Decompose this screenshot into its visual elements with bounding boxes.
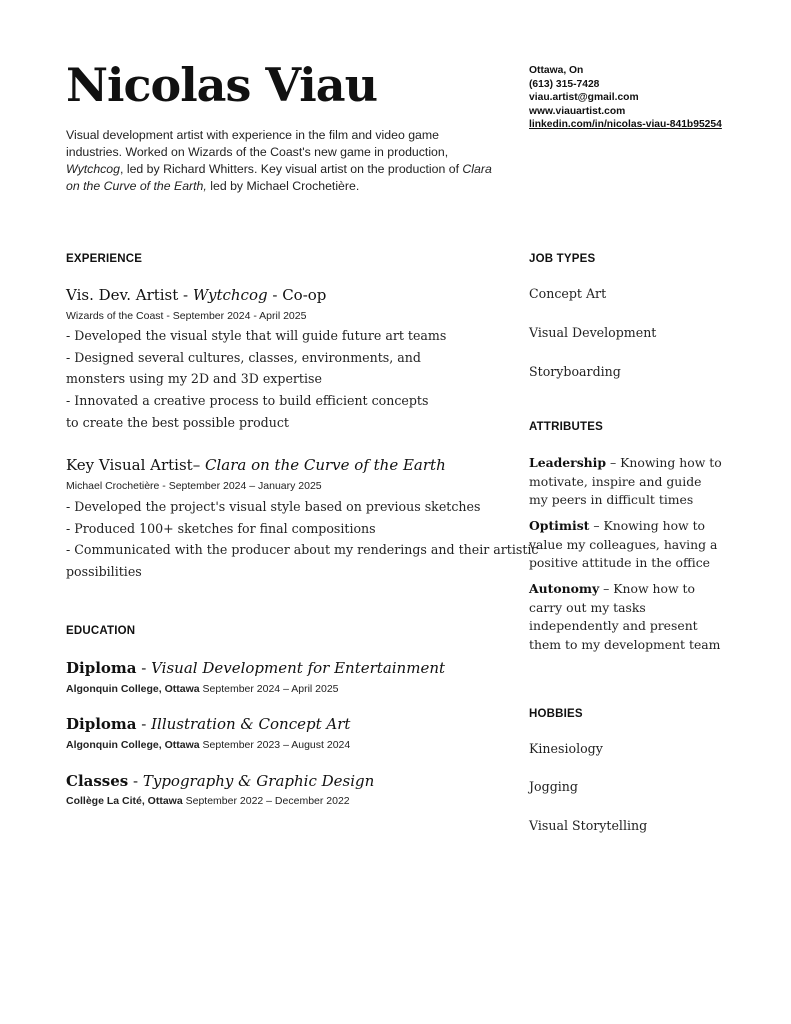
job-bullets bbox=[66, 496, 538, 583]
summary-paragraph bbox=[66, 127, 496, 195]
job-bullet-line: to create the best possible product bbox=[66, 414, 289, 430]
job-meta: Michael Crochetière - September 2024 – January 2025 bbox=[66, 480, 322, 492]
education-school: Algonquin College, Ottawa bbox=[66, 739, 200, 751]
job-bullets bbox=[66, 325, 446, 434]
attribute-name: Autonomy bbox=[529, 581, 600, 596]
contact-location: Ottawa, On bbox=[529, 65, 584, 76]
job-title bbox=[66, 286, 326, 304]
candidate-name: Nicolas Viau bbox=[66, 58, 378, 112]
contact-block bbox=[529, 64, 722, 132]
education-type: Diploma bbox=[66, 715, 137, 733]
summary-game-title: Wytchcog bbox=[66, 162, 120, 176]
education-type: Diploma bbox=[66, 659, 137, 677]
education-program: Visual Development for Entertainment bbox=[151, 659, 446, 677]
attribute-item bbox=[529, 517, 724, 573]
job-title-prefix: Vis. Dev. Artist - bbox=[66, 286, 193, 304]
job-bullet-line: possibilities bbox=[66, 564, 142, 580]
job-bullet-line: - Innovated a creative process to build efficient concepts bbox=[66, 393, 429, 409]
education-heading: EDUCATION bbox=[66, 625, 136, 637]
attribute-name: Optimist bbox=[529, 518, 590, 533]
contact-phone: (613) 315-7428 bbox=[529, 78, 600, 90]
education-separator: - bbox=[128, 772, 143, 790]
education-title bbox=[66, 715, 350, 733]
education-dates: September 2023 – August 2024 bbox=[199, 739, 351, 751]
education-meta bbox=[66, 795, 350, 807]
hobbies-heading: HOBBIES bbox=[529, 708, 583, 720]
education-dates: September 2022 – December 2022 bbox=[182, 795, 350, 807]
education-type: Classes bbox=[66, 772, 129, 790]
job-bullet-line: - Designed several cultures, classes, environments, and bbox=[66, 349, 421, 365]
education-school: Collège La Cité, Ottawa bbox=[66, 795, 183, 807]
summary-text: led by Michael Crochetière. bbox=[206, 179, 360, 193]
job-title-project: Wytchcog bbox=[192, 286, 268, 304]
job-bullet-line: - Developed the visual style that will guide future art teams bbox=[66, 328, 447, 343]
education-separator: - bbox=[136, 715, 152, 733]
education-separator: - bbox=[136, 659, 152, 677]
summary-text: Visual development artist with experience in the film and video game industries. Worked on Wizards of the Coast's new game in production, bbox=[66, 128, 449, 159]
job-type-item: Storyboarding bbox=[529, 364, 621, 379]
attributes-heading: ATTRIBUTES bbox=[529, 421, 603, 433]
attribute-description: – Knowing how to motivate, inspire and guide my peers in difficult times bbox=[529, 455, 722, 508]
attribute-item bbox=[529, 454, 724, 510]
education-meta bbox=[66, 683, 339, 695]
job-bullet-line: monsters using my 2D and 3D expertise bbox=[66, 371, 322, 387]
job-title-project: Clara on the Curve of the Earth bbox=[204, 456, 446, 474]
experience-heading: EXPERIENCE bbox=[66, 253, 143, 265]
education-meta bbox=[66, 739, 350, 751]
education-school: Algonquin College, Ottawa bbox=[66, 683, 200, 695]
job-bullet-line: - Developed the project's visual style based on previous sketches bbox=[66, 499, 481, 514]
summary-text: , led by Richard Whitters. Key visual artist on the production of bbox=[120, 162, 463, 176]
hobby-item: Kinesiology bbox=[529, 741, 603, 756]
job-types-heading: JOB TYPES bbox=[529, 253, 596, 265]
attribute-description: – Knowing how to value my colleagues, having a positive attitude in the office bbox=[529, 518, 718, 571]
job-title-suffix: - Co-op bbox=[267, 286, 327, 304]
attribute-name: Leadership bbox=[529, 455, 607, 470]
education-program: Illustration & Concept Art bbox=[151, 715, 351, 733]
job-type-item: Concept Art bbox=[529, 286, 607, 301]
job-bullet-line: - Communicated with the producer about my renderings and their artistic bbox=[66, 542, 539, 558]
hobby-item: Jogging bbox=[529, 779, 578, 794]
summary-film-title: Clara on the Curve of the Earth, bbox=[66, 162, 492, 193]
job-type-item: Visual Development bbox=[529, 325, 657, 340]
hobby-item: Visual Storytelling bbox=[529, 818, 648, 833]
job-bullet-line: - Produced 100+ sketches for final compositions bbox=[66, 520, 376, 536]
contact-email[interactable]: viau.artist@gmail.com bbox=[529, 92, 639, 104]
education-title bbox=[66, 659, 445, 677]
job-title-prefix: Key Visual Artist– bbox=[66, 456, 205, 474]
attribute-item bbox=[529, 580, 724, 655]
contact-linkedin-link[interactable]: linkedin.com/in/nicolas-viau-841b95254 bbox=[529, 119, 722, 131]
education-program: Typography & Graphic Design bbox=[142, 772, 375, 790]
job-meta: Wizards of the Coast - September 2024 - April 2025 bbox=[66, 310, 307, 322]
job-title bbox=[66, 456, 446, 474]
education-dates: September 2024 – April 2025 bbox=[199, 683, 339, 695]
contact-website[interactable]: www.viauartist.com bbox=[529, 105, 626, 117]
attribute-description: – Know how to carry out my tasks independently and present them to my development team bbox=[529, 581, 721, 653]
education-title bbox=[66, 772, 374, 790]
